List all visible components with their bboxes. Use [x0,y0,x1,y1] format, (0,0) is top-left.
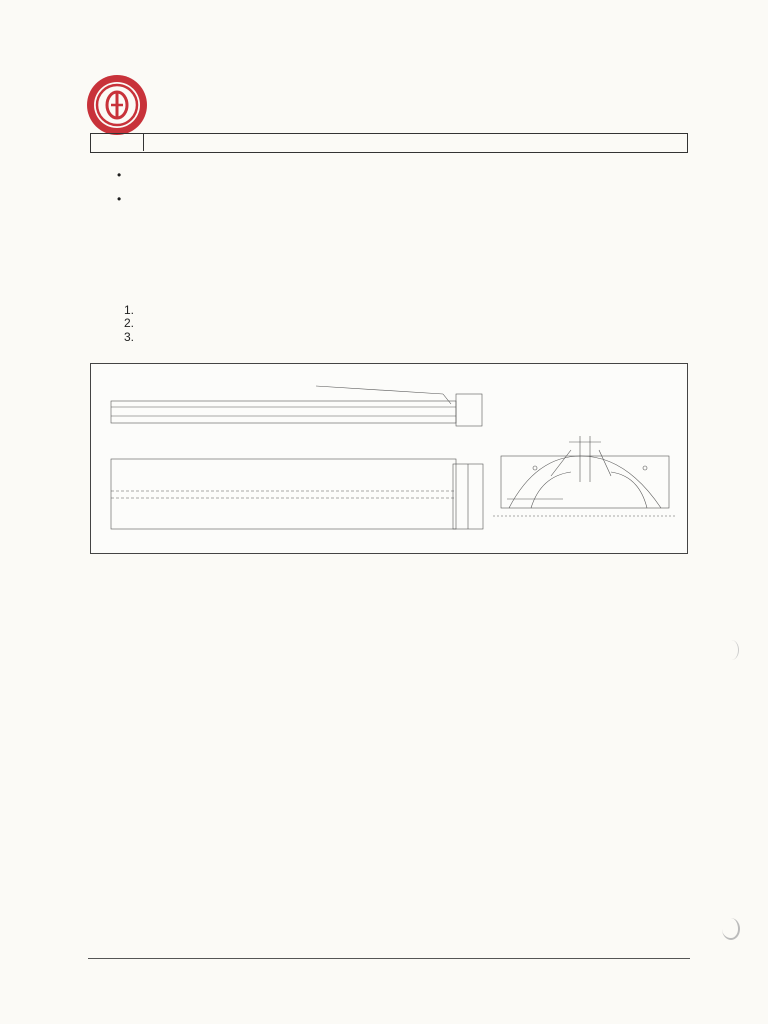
footer-rule [88,958,690,959]
drawing-svg [91,364,687,553]
step-number: 3. [124,330,135,344]
punch-hole-mark [724,640,739,660]
language-code [91,134,144,151]
installation-drawing [90,363,688,554]
step-number: 1. [124,303,135,317]
bullet: • [117,192,122,206]
bullet: • [117,168,122,182]
step-number: 2. [124,316,135,330]
header-bar [90,133,688,153]
punch-hole-mark [722,918,740,940]
